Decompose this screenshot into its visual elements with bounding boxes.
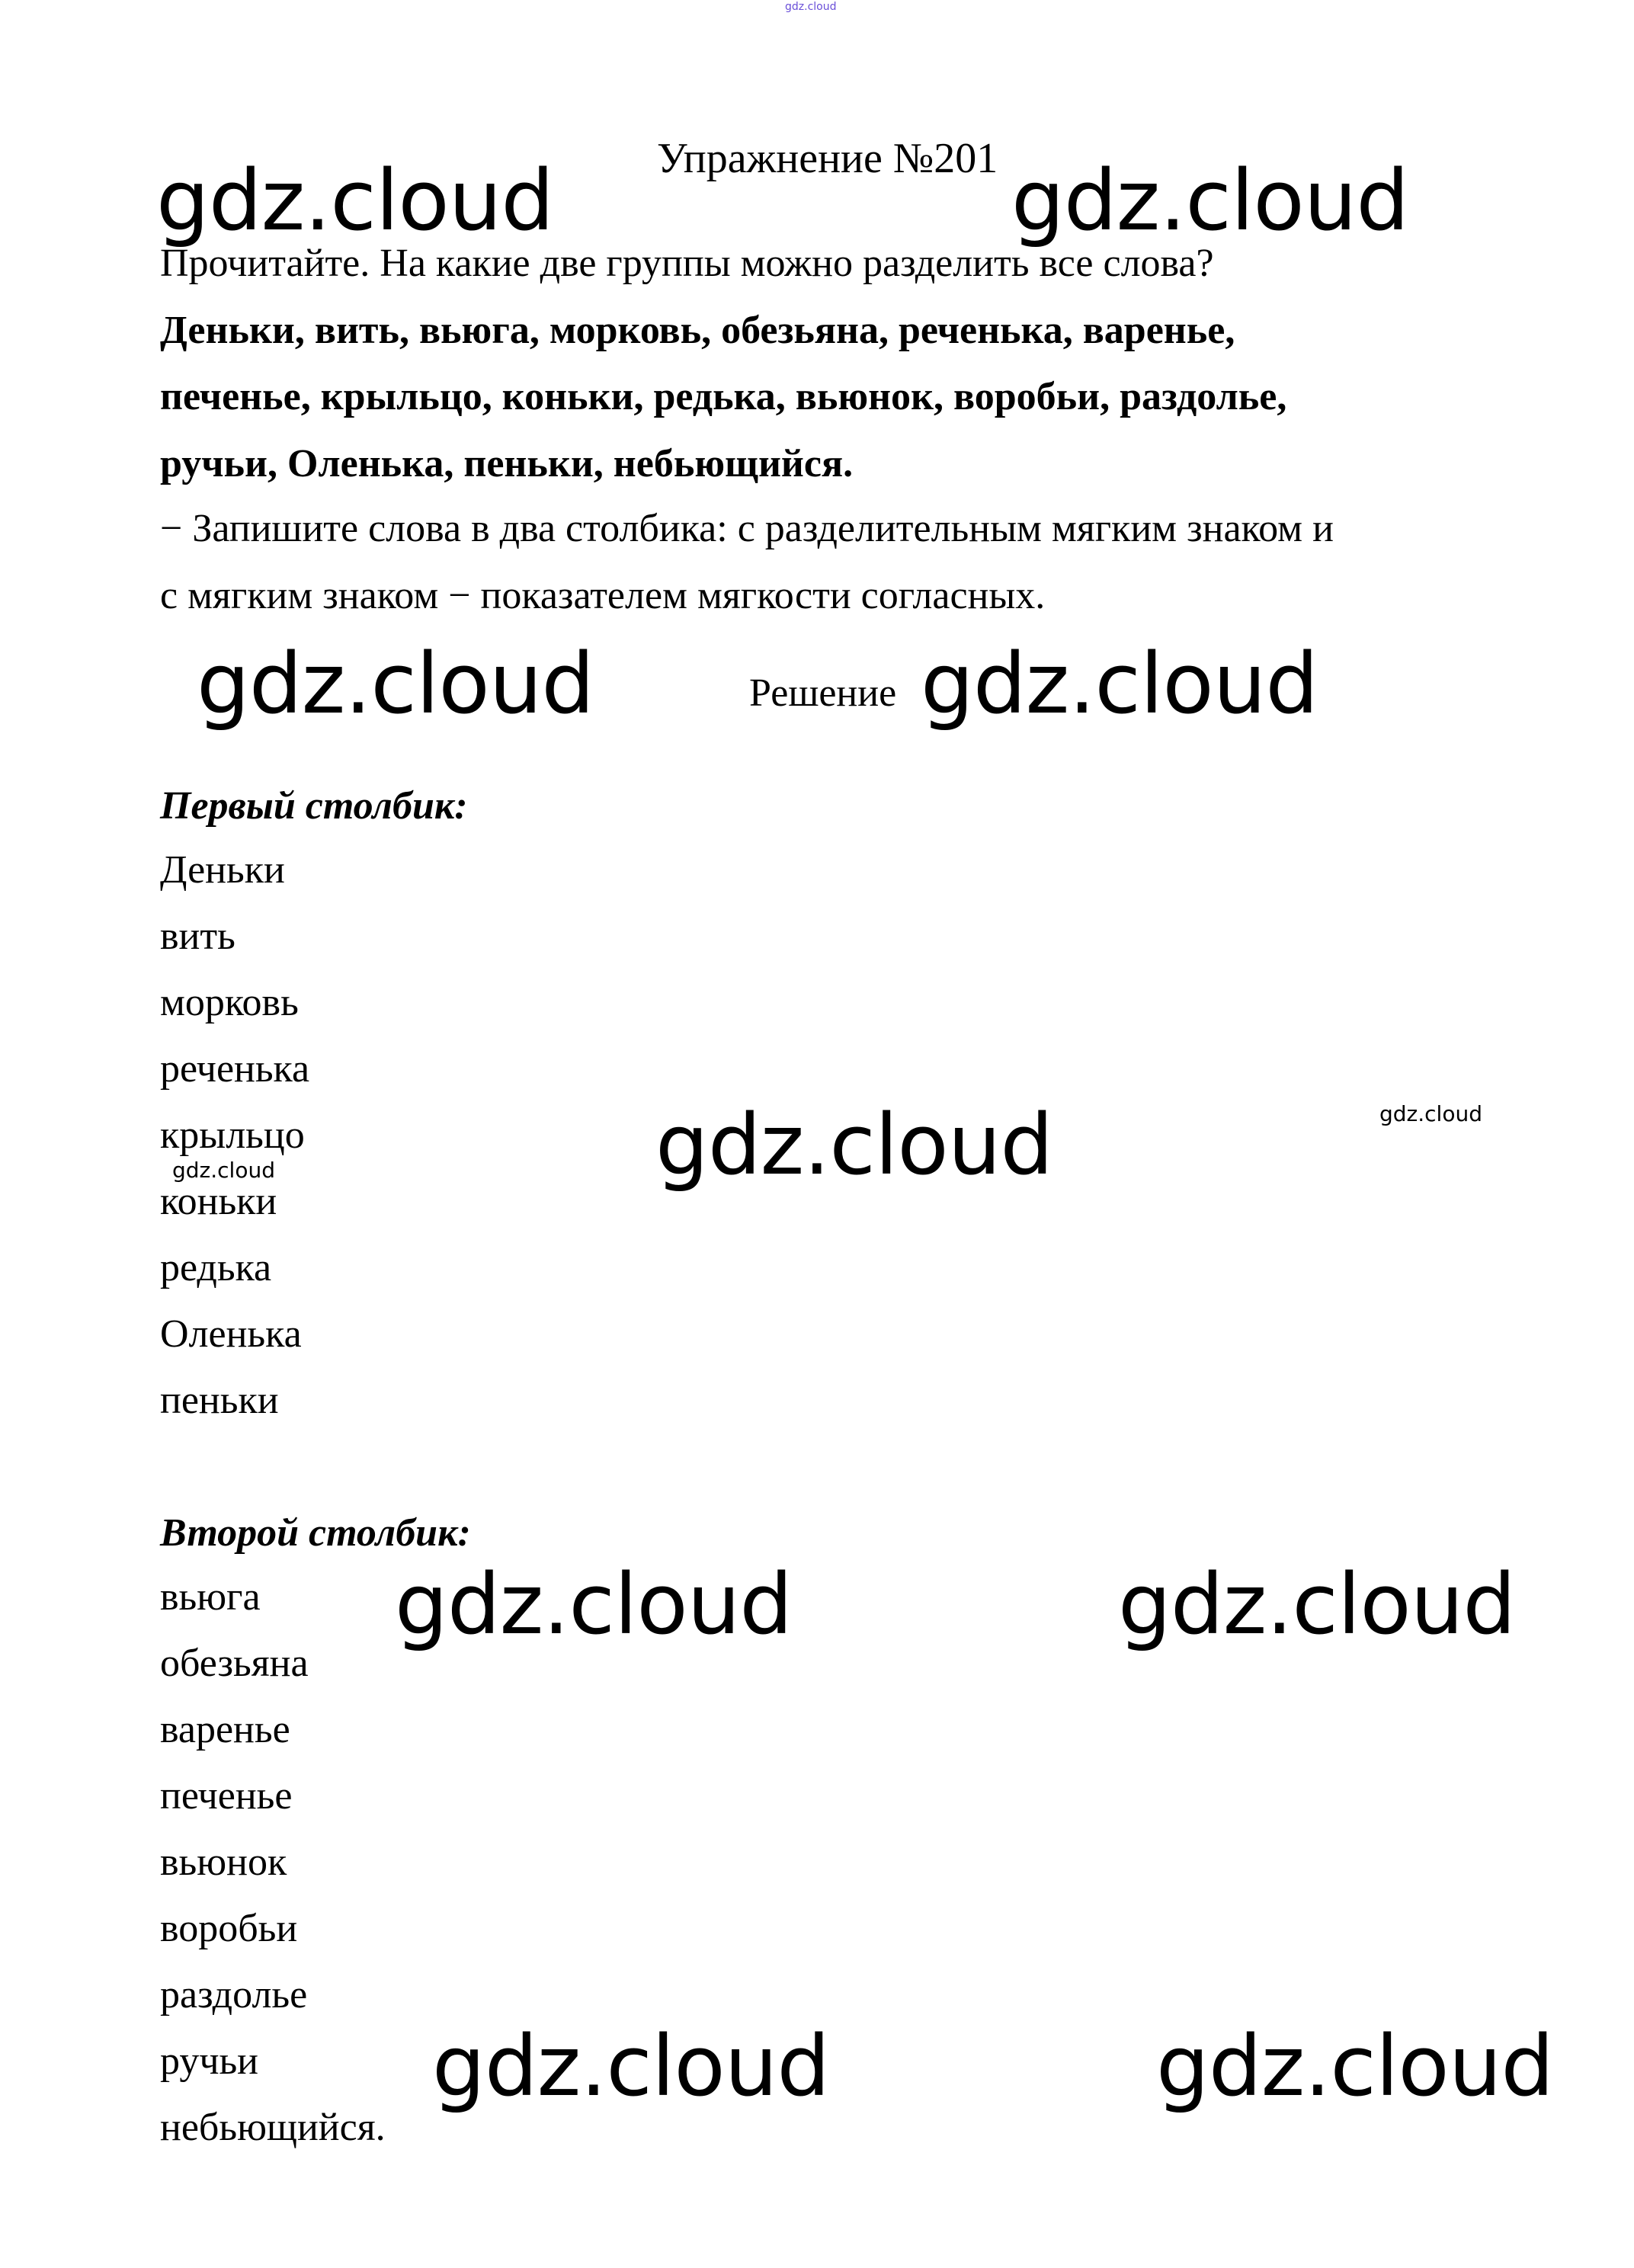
watermark: gdz.cloud: [655, 1096, 1053, 1193]
solution-label: Решение: [749, 671, 897, 715]
first-column-list: [160, 837, 309, 1434]
watermark: gdz.cloud: [921, 635, 1318, 732]
first-column-heading: Первый столбик:: [160, 784, 468, 828]
list-item: воробьи: [160, 1907, 298, 1950]
exercise-title: Упражнение №201: [657, 135, 998, 182]
task-question: Прочитайте. На какие две группы можно разделить все слова?: [160, 242, 1214, 285]
task-instruction-line: − Запишите слова в два столбика: с разделительным мягким знаком и: [160, 507, 1334, 550]
task-words-line: Деньки, вить, вьюга, морковь, обезьяна, реченька, варенье,: [160, 309, 1235, 352]
second-column-heading: Второй столбик:: [160, 1511, 471, 1555]
list-item: морковь: [160, 981, 299, 1024]
list-item: вьюга: [160, 1575, 261, 1619]
list-item: варенье: [160, 1708, 290, 1751]
list-item: вьюнок: [160, 1840, 287, 1884]
list-item: Деньки: [160, 848, 285, 892]
list-item: пеньки: [160, 1379, 279, 1422]
list-item: редька: [160, 1246, 272, 1289]
watermark: gdz.cloud: [432, 2017, 830, 2115]
watermark: gdz.cloud: [395, 1555, 793, 1653]
watermark: gdz.cloud: [197, 635, 594, 732]
watermark: gdz.cloud: [156, 152, 554, 249]
list-item: ручьи: [160, 2039, 259, 2083]
watermark: gdz.cloud: [1011, 152, 1409, 249]
watermark-top-tiny: gdz.cloud: [785, 1, 837, 13]
watermark: gdz.cloud: [1156, 2017, 1554, 2115]
list-item: небьющийся.: [160, 2106, 386, 2149]
watermark: gdz.cloud: [1118, 1555, 1516, 1653]
task-words-line: печенье, крыльцо, коньки, редька, вьюнок, воробьи, раздолье,: [160, 375, 1287, 418]
list-item: раздолье: [160, 1973, 308, 2017]
list-item: обезьяна: [160, 1642, 309, 1685]
watermark-small: gdz.cloud: [1379, 1101, 1482, 1126]
watermark-small: gdz.cloud: [172, 1158, 275, 1183]
task-words-line: ручьи, Оленька, пеньки, небьющийся.: [160, 442, 854, 485]
second-column-list: [160, 1564, 386, 2161]
list-item: печенье: [160, 1774, 293, 1818]
list-item: Оленька: [160, 1312, 302, 1356]
list-item: коньки: [160, 1180, 277, 1223]
list-item: вить: [160, 915, 235, 958]
task-instruction-line: с мягким знаком − показателем мягкости согласных.: [160, 574, 1046, 617]
list-item: крыльцо: [160, 1113, 305, 1157]
list-item: реченька: [160, 1047, 310, 1091]
